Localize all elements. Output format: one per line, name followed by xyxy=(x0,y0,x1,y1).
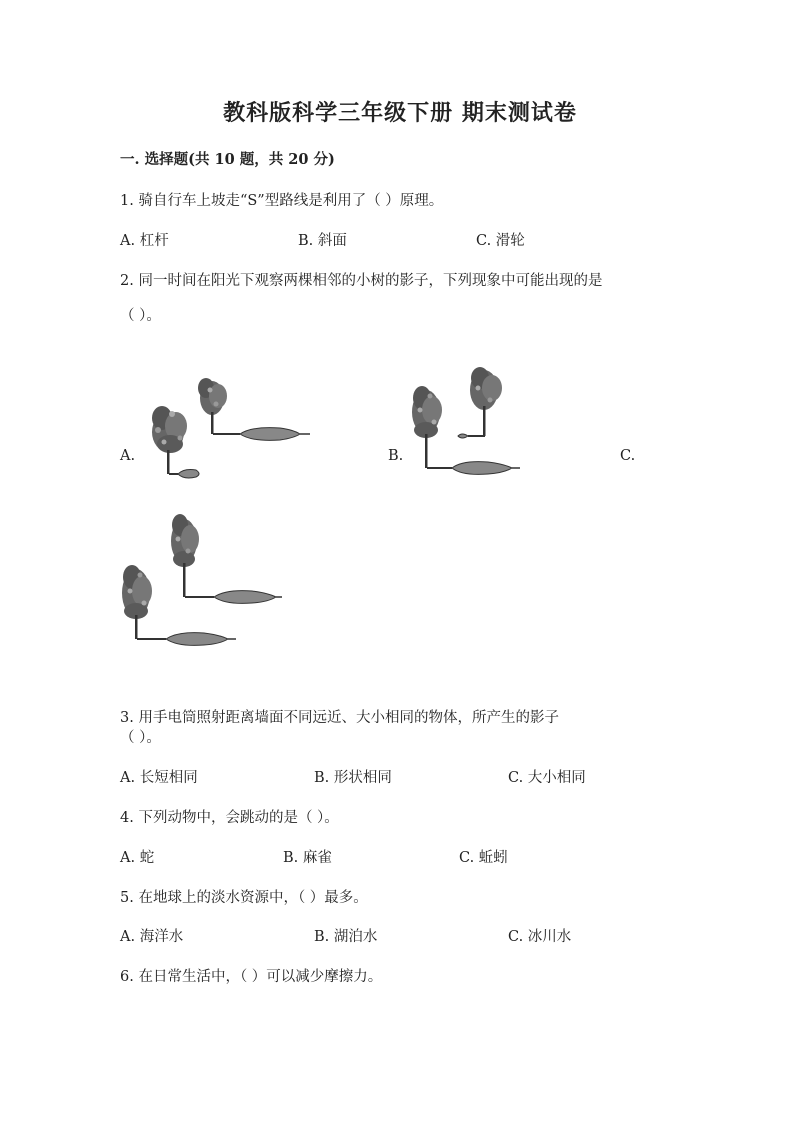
q5-option-b[interactable]: B. 湖泊水 xyxy=(314,929,378,945)
q2-illustration-a xyxy=(140,370,320,485)
q2-illustration-b xyxy=(408,360,538,485)
q4-option-b[interactable]: B. 麻雀 xyxy=(283,850,332,866)
question-2: 2. 同一时间在阳光下观察两棵相邻的小树的影子，下列现象中可能出现的是 xyxy=(120,273,603,289)
tree-icon xyxy=(171,514,199,597)
tree-icon xyxy=(122,565,152,639)
tree-icon xyxy=(198,378,227,434)
question-5: 5. 在地球上的淡水资源中，（ ）最多。 xyxy=(120,890,368,906)
tree-icon xyxy=(470,367,502,436)
q2-option-b[interactable]: B. xyxy=(388,448,404,464)
q1-option-a[interactable]: A. 杠杆 xyxy=(120,233,169,249)
question-3: 3. 用手电筒照射距离墙面不同远近、大小相同的物体，所产生的影子 xyxy=(120,710,559,726)
question-1: 1. 骑自行车上坡走“S”型路线是利用了（ ）原理。 xyxy=(120,193,444,209)
shadow-shape xyxy=(427,462,520,475)
q2-option-a[interactable]: A. xyxy=(120,448,136,464)
shadow-shape xyxy=(137,633,236,646)
q4-option-a[interactable]: A. 蛇 xyxy=(120,850,155,866)
section-heading: 一. 选择题(共 10 题，共 20 分) xyxy=(120,151,335,168)
tree-icon xyxy=(412,386,442,468)
question-2-continued: （ ）。 xyxy=(120,308,161,324)
question-3-continued: （ ）。 xyxy=(120,730,161,746)
q2-option-c[interactable]: C. xyxy=(620,448,636,464)
tree-icon xyxy=(152,406,187,474)
shadow-shape xyxy=(458,434,485,438)
q3-option-b[interactable]: B. 形状相同 xyxy=(314,770,392,786)
question-4: 4. 下列动物中，会跳动的是（ ）。 xyxy=(120,810,339,826)
q2-illustration-c xyxy=(118,505,288,650)
page-title: 教科版科学三年级下册 期末测试卷 xyxy=(223,100,577,126)
shadow-shape xyxy=(213,428,310,441)
q5-option-a[interactable]: A. 海洋水 xyxy=(120,929,184,945)
q5-option-c[interactable]: C. 冰川水 xyxy=(508,929,572,945)
shadow-shape xyxy=(169,470,199,479)
question-6: 6. 在日常生活中，（ ）可以减少摩擦力。 xyxy=(120,969,383,985)
shadow-shape xyxy=(185,591,282,604)
q3-option-c[interactable]: C. 大小相同 xyxy=(508,770,586,786)
q4-option-c[interactable]: C. 蚯蚓 xyxy=(459,850,508,866)
q1-option-b[interactable]: B. 斜面 xyxy=(298,233,347,249)
q1-option-c[interactable]: C. 滑轮 xyxy=(476,233,525,249)
q3-option-a[interactable]: A. 长短相同 xyxy=(120,770,198,786)
